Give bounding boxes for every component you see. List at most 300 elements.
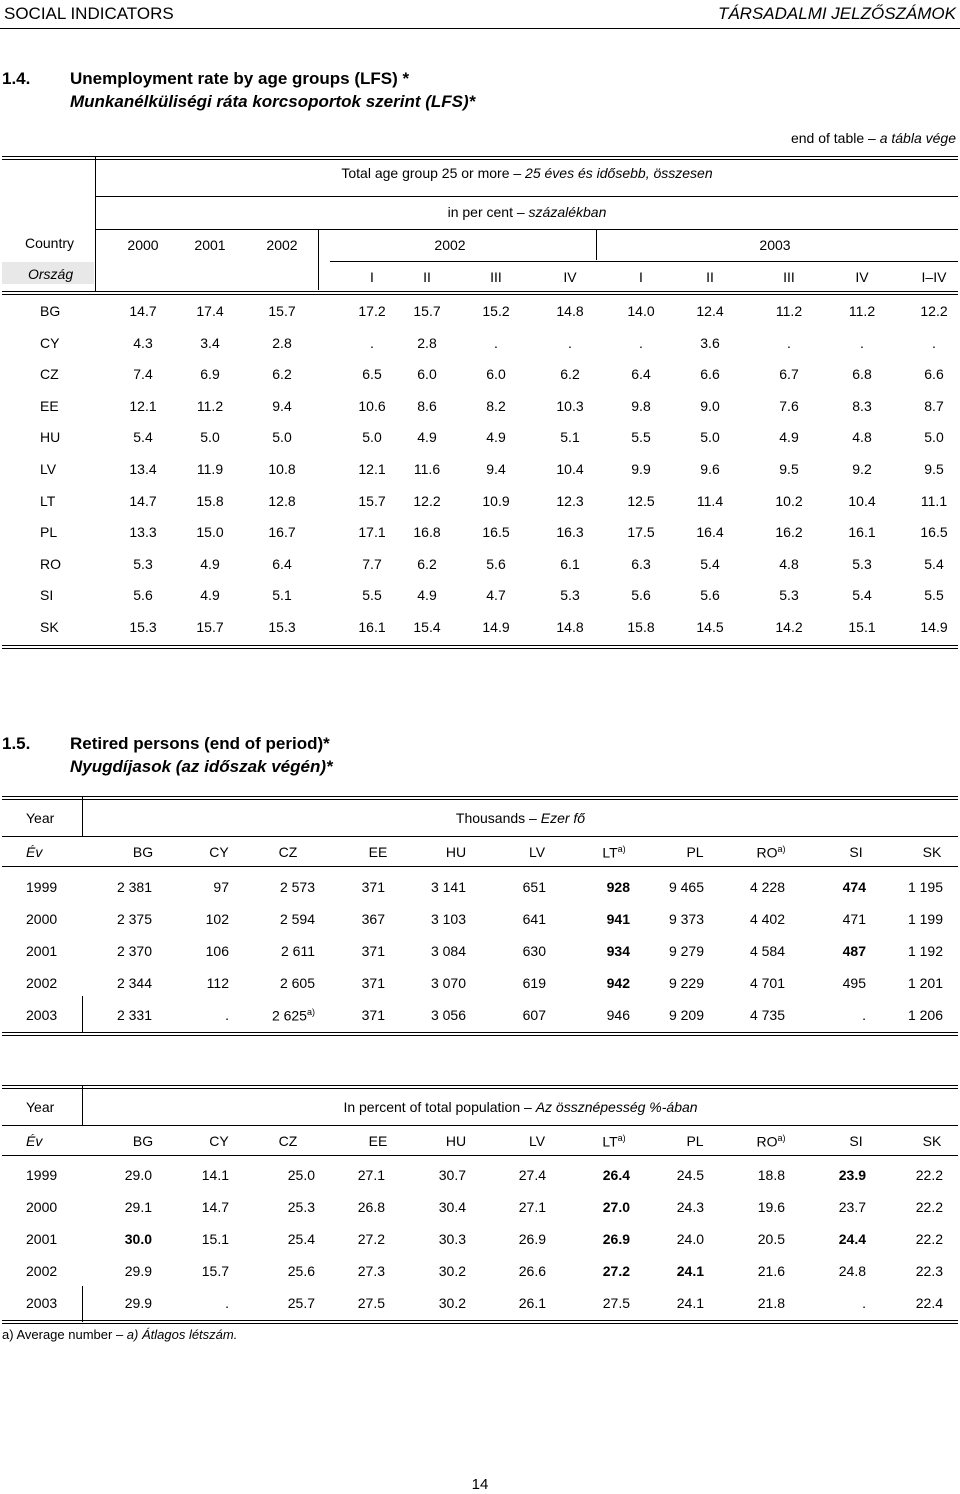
percent-cell: 22.2 <box>915 1231 943 1247</box>
percent-cell: 27.3 <box>357 1263 385 1279</box>
rate-cell: 5.1 <box>272 587 292 604</box>
rate-cell: 15.8 <box>196 492 224 509</box>
table-1-4-number: 1.4. <box>2 69 31 88</box>
year-divider-2002 <box>318 230 319 290</box>
rate-cell: 12.4 <box>696 303 724 319</box>
rate-cell: 9.6 <box>700 461 720 477</box>
percent-cell: 26.4 <box>602 1167 630 1183</box>
rate-cell: 12.1 <box>129 397 157 414</box>
thousands-cell: 934 <box>606 943 630 959</box>
percent-cell: . <box>862 1295 866 1311</box>
thousands-top-rule <box>2 796 958 800</box>
percent-col-header-BG: BG <box>132 1133 154 1149</box>
rate-cell: 5.6 <box>133 587 153 604</box>
rate-cell: 16.7 <box>268 524 296 541</box>
percent-col-header-LT: LT$^{a)}$ <box>602 1133 626 1150</box>
thousands-header-rule <box>2 866 958 867</box>
rate-cell: 9.4 <box>486 461 506 477</box>
rate-cell: 4.9 <box>486 429 506 446</box>
percent-year-label-en: Year <box>26 1099 55 1115</box>
rate-cell: 4.9 <box>200 587 220 604</box>
rate-cell: 11.2 <box>775 303 803 319</box>
rate-cell: . <box>932 334 936 351</box>
rate-cell: 6.4 <box>631 366 651 383</box>
thousands-row-year: 2000 <box>26 911 58 927</box>
rate-cell: . <box>568 334 572 351</box>
rate-cell: 17.1 <box>358 524 386 541</box>
rate-cell: 5.3 <box>560 587 580 604</box>
thousands-cell: 9 229 <box>668 975 704 991</box>
year-header-2002: 2002 <box>266 237 298 253</box>
rate-cell: 9.5 <box>924 461 944 477</box>
thousands-cell: 487 <box>842 943 866 959</box>
rate-cell: 15.7 <box>413 303 441 319</box>
rate-cell: 10.3 <box>556 397 584 414</box>
table-1-5-number: 1.5. <box>2 734 31 753</box>
rate-cell: 14.7 <box>129 303 157 319</box>
rate-cell: 11.4 <box>696 492 724 509</box>
thousands-last-divider <box>82 996 83 1032</box>
thousands-col-header-SI: SI <box>849 844 863 860</box>
thousands-col-header-CY: CY <box>209 844 229 860</box>
thousands-cell: 1 199 <box>907 911 943 927</box>
percent-cell: 27.1 <box>357 1167 385 1183</box>
rate-cell: 16.1 <box>358 619 386 635</box>
group-hu: 25 éves és idősebb, összesen <box>525 165 713 181</box>
unit-en: in per cent – <box>447 204 529 220</box>
rate-cell: 14.8 <box>556 303 584 319</box>
percent-cell: 15.7 <box>201 1263 229 1279</box>
thousands-cell: . <box>862 1007 866 1023</box>
rate-cell: 15.0 <box>196 524 224 541</box>
rate-cell: 12.1 <box>358 461 386 477</box>
rate-cell: 15.7 <box>196 619 224 635</box>
rate-cell: 10.4 <box>848 492 876 509</box>
percent-bottom-rule <box>2 1320 958 1324</box>
thousands-cell: 371 <box>361 975 385 991</box>
percent-header-rule <box>2 1155 958 1156</box>
percent-cell: 26.6 <box>518 1263 546 1279</box>
quarter-header: II <box>423 269 431 285</box>
rate-cell: 6.0 <box>486 366 506 383</box>
rate-cell: 14.9 <box>920 619 948 635</box>
quarter-header: III <box>783 269 795 285</box>
rate-cell: 6.6 <box>700 366 720 383</box>
percent-unit-en: In percent of total population – <box>343 1099 536 1115</box>
quarter-header: II <box>706 269 714 285</box>
country-code: CY <box>40 334 60 351</box>
thousands-cell: 106 <box>205 943 229 959</box>
thousands-bottom-rule <box>2 1032 958 1036</box>
thousands-cell: 9 209 <box>668 1007 704 1023</box>
percent-cell: 30.4 <box>438 1199 466 1215</box>
rate-cell: 9.4 <box>272 397 292 414</box>
percent-row-year: 2000 <box>26 1199 58 1215</box>
thousands-unit-en: Thousands – <box>455 810 541 826</box>
rate-cell: 6.2 <box>560 366 580 383</box>
thousands-cell: 474 <box>842 879 866 895</box>
rate-cell: 8.7 <box>924 397 944 414</box>
footnote-marker: a) <box>777 844 786 854</box>
percent-cell: 30.0 <box>124 1231 152 1247</box>
rate-cell: 13.4 <box>129 461 157 477</box>
thousands-cell: 1 206 <box>907 1007 943 1023</box>
rate-cell: 17.5 <box>627 524 655 541</box>
thousands-cell: 2 331 <box>116 1007 152 1023</box>
percent-cell: 25.3 <box>287 1199 315 1215</box>
end-note-hu: a tábla vége <box>879 130 956 146</box>
thousands-cell: 651 <box>522 879 546 895</box>
rate-cell: 9.5 <box>779 461 799 477</box>
thousands-cell: 1 192 <box>907 943 943 959</box>
thousands-cell: 1 201 <box>907 975 943 991</box>
rate-cell: 2.8 <box>272 334 292 351</box>
rate-cell: 12.3 <box>556 492 584 509</box>
rate-cell: 3.4 <box>200 334 220 351</box>
thousands-cell: 2 611 <box>281 943 315 959</box>
thousands-row-year: 1999 <box>26 879 58 895</box>
rate-cell: 5.3 <box>779 587 799 604</box>
thousands-cell: 941 <box>606 911 630 927</box>
percent-col-header-RO: RO$^{a)}$ <box>756 1133 786 1150</box>
thousands-cell: 946 <box>606 1007 630 1023</box>
rate-cell: 13.3 <box>129 524 157 541</box>
percent-cell: 24.3 <box>676 1199 704 1215</box>
footnote-marker: a) <box>617 1133 626 1143</box>
header-bottom-rule <box>2 291 958 295</box>
thousands-col-header-LT: LT$^{a)}$ <box>602 844 626 861</box>
rate-cell: 5.5 <box>362 587 382 604</box>
quarter-header: IV <box>563 269 577 285</box>
thousands-cell: 371 <box>361 879 385 895</box>
thousands-col-header-EE: EE <box>368 844 388 860</box>
rate-cell: 16.2 <box>775 524 803 541</box>
percent-cell: 26.8 <box>357 1199 385 1215</box>
rate-cell: 12.5 <box>627 492 655 509</box>
percent-top-rule <box>2 1085 958 1089</box>
age-group-caption <box>96 165 958 181</box>
country-label-en: Country <box>25 235 75 251</box>
rate-cell: . <box>639 334 643 351</box>
thousands-unit-hu: Ezer fő <box>540 810 586 826</box>
thousands-cell: 3 084 <box>430 943 466 959</box>
rate-cell: 11.1 <box>920 492 948 509</box>
thousands-cell: 2 375 <box>116 911 152 927</box>
percent-col-header-CY: CY <box>209 1133 229 1149</box>
rate-cell: 5.6 <box>486 555 506 572</box>
thousands-cell: 4 735 <box>749 1007 785 1023</box>
unit-caption <box>96 204 958 220</box>
thousands-col-header-BG: BG <box>132 844 154 860</box>
rate-cell: 4.9 <box>200 555 220 572</box>
thousands-cell: 942 <box>606 975 630 991</box>
percent-col-header-EE: EE <box>368 1133 388 1149</box>
rate-cell: 8.6 <box>417 397 437 414</box>
rate-cell: 5.0 <box>200 429 220 446</box>
end-of-table-note <box>791 130 956 146</box>
thousands-cell: 112 <box>206 975 229 991</box>
percent-unit-caption <box>83 1099 958 1115</box>
percent-cell: 22.3 <box>915 1263 943 1279</box>
rate-cell: 11.6 <box>413 461 441 477</box>
year-header-2002-quarters: 2002 <box>434 237 466 253</box>
rate-cell: 15.7 <box>268 303 296 319</box>
percent-cell: 21.6 <box>757 1263 785 1279</box>
rate-cell: 4.3 <box>133 334 153 351</box>
thousands-unit-caption <box>83 810 958 826</box>
rate-cell: 11.2 <box>848 303 876 319</box>
thousands-col-header-SK: SK <box>922 844 942 860</box>
thousands-col-header-LV: LV <box>528 844 546 860</box>
percent-cell: 23.7 <box>838 1199 866 1215</box>
percent-cell: 22.2 <box>915 1199 943 1215</box>
group-rule <box>96 196 958 197</box>
rate-cell: 5.5 <box>924 587 944 604</box>
percent-cell: 15.1 <box>201 1231 229 1247</box>
rate-cell: 3.6 <box>700 334 720 351</box>
percent-cell: 24.1 <box>676 1263 704 1279</box>
thousands-cell: 630 <box>522 943 546 959</box>
thousands-cell: 607 <box>522 1007 546 1023</box>
rate-cell: 9.9 <box>631 461 651 477</box>
thousands-year-label-en: Year <box>26 810 55 826</box>
percent-cell: 30.7 <box>438 1167 466 1183</box>
rate-cell: . <box>370 334 374 351</box>
quarter-header: I <box>370 269 374 285</box>
rate-cell: 12.8 <box>268 492 296 509</box>
rate-cell: 4.9 <box>417 429 437 446</box>
rate-cell: 6.1 <box>560 555 580 572</box>
footnote-marker: a) <box>777 1133 786 1143</box>
rate-cell: 6.2 <box>417 555 437 572</box>
percent-cell: 24.1 <box>676 1295 704 1311</box>
rate-cell: 11.9 <box>196 461 224 477</box>
percent-cell: 27.5 <box>357 1295 385 1311</box>
percent-col-header-HU: HU <box>445 1133 467 1149</box>
thousands-cell: 102 <box>205 911 229 927</box>
rate-cell: 6.0 <box>417 366 437 383</box>
rate-cell: 5.0 <box>362 429 382 446</box>
thousands-cell: 371 <box>361 1007 385 1023</box>
percent-row-year: 2001 <box>26 1231 58 1247</box>
rate-cell: 5.5 <box>631 429 651 446</box>
thousands-cell: 471 <box>842 911 866 927</box>
rate-cell: 10.6 <box>358 397 386 414</box>
percent-cell: 20.5 <box>757 1231 785 1247</box>
thousands-cell: 4 228 <box>749 879 785 895</box>
rate-cell: 4.9 <box>417 587 437 604</box>
rate-cell: 4.8 <box>779 555 799 572</box>
page-number: 14 <box>471 1476 489 1493</box>
percent-cell: 29.0 <box>124 1167 152 1183</box>
rate-cell: 15.8 <box>627 619 655 635</box>
percent-cell: 19.6 <box>757 1199 785 1215</box>
thousands-row-year: 2001 <box>26 943 58 959</box>
footnote-hu: a) Átlagos létszám. <box>126 1327 238 1342</box>
percent-cell: 25.0 <box>287 1167 315 1183</box>
thousands-col-header-CZ: CZ <box>278 844 298 860</box>
thousands-cell: 619 <box>522 975 546 991</box>
thousands-cell: 495 <box>842 975 866 991</box>
rate-cell: 16.8 <box>413 524 441 541</box>
percent-cell: 24.8 <box>838 1263 866 1279</box>
rate-cell: 6.2 <box>272 366 292 383</box>
thousands-cell: 641 <box>522 911 546 927</box>
rate-cell: 15.1 <box>848 619 876 635</box>
rate-cell: 4.8 <box>852 429 872 446</box>
rate-cell: 5.3 <box>133 555 153 572</box>
rate-cell: 10.2 <box>775 492 803 509</box>
rate-cell: 5.6 <box>700 587 720 604</box>
rate-cell: 10.9 <box>482 492 510 509</box>
country-code: LV <box>40 461 57 477</box>
rate-cell: 15.2 <box>482 303 510 319</box>
rate-cell: 5.0 <box>700 429 720 446</box>
group-en: Total age group 25 or more – <box>341 165 526 181</box>
rate-cell: 15.7 <box>358 492 386 509</box>
thousands-cell: . <box>225 1007 229 1023</box>
rate-cell: 15.3 <box>129 619 157 635</box>
rate-cell: 16.3 <box>556 524 584 541</box>
percent-year-label-hu: Év <box>26 1133 43 1149</box>
thousands-cell: 9 279 <box>668 943 704 959</box>
percent-cell: 25.6 <box>287 1263 315 1279</box>
running-header-right: TÁRSADALMI JELZŐSZÁMOK <box>717 4 956 23</box>
thousands-cell: 2 381 <box>116 879 152 895</box>
table-1-4-title-hu: Munkanélküliségi ráta korcsoportok szerint (LFS)* <box>70 92 476 111</box>
thousands-cell: 1 195 <box>907 879 943 895</box>
rate-cell: 5.0 <box>272 429 292 446</box>
rate-cell: 7.4 <box>133 366 153 383</box>
percent-col-header-CZ: CZ <box>278 1133 298 1149</box>
table-1-5-title-hu: Nyugdíjasok (az időszak végén)* <box>70 757 333 776</box>
footnote-marker: a) <box>306 1007 315 1017</box>
thousands-unit-rule <box>2 836 958 837</box>
rate-cell: 11.2 <box>196 397 224 414</box>
rate-cell: 5.4 <box>700 555 720 572</box>
thousands-cell: 2 344 <box>116 975 152 991</box>
rate-cell: 4.9 <box>779 429 799 446</box>
thousands-cell: 2 605 <box>279 975 315 991</box>
rate-cell: 9.0 <box>700 397 720 414</box>
rate-cell: 4.7 <box>486 587 506 604</box>
country-code: HU <box>40 429 61 446</box>
footnote-en: a) Average number – <box>2 1327 124 1342</box>
percent-cell: 14.1 <box>201 1167 229 1183</box>
footnote-marker: a) <box>617 844 626 854</box>
rate-cell: . <box>787 334 791 351</box>
rate-cell: 15.3 <box>268 619 296 635</box>
thousands-cell: 2 370 <box>116 943 152 959</box>
table-1-4-title-en: Unemployment rate by age groups (LFS) * <box>70 69 410 88</box>
percent-cell: 30.2 <box>438 1263 466 1279</box>
thousands-cell: 9 465 <box>668 879 704 895</box>
thousands-cell: 2 625$^{a)}$ <box>271 1007 315 1024</box>
table-bottom-rule <box>2 645 958 649</box>
thousands-col-header-RO: RO$^{a)}$ <box>756 844 786 861</box>
percent-col-header-LV: LV <box>528 1133 546 1149</box>
quarter-rule <box>330 261 958 262</box>
thousands-cell: 4 701 <box>749 975 785 991</box>
percent-cell: 29.1 <box>124 1199 152 1215</box>
percent-cell: 25.4 <box>287 1231 315 1247</box>
percent-cell: 30.2 <box>438 1295 466 1311</box>
percent-cell: 24.0 <box>676 1231 704 1247</box>
thousands-col-header-PL: PL <box>686 844 704 860</box>
rate-cell: 17.4 <box>196 303 224 319</box>
percent-col-header-SK: SK <box>922 1133 942 1149</box>
country-code: LT <box>40 492 56 509</box>
unit-rule <box>96 229 958 230</box>
percent-cell: 27.4 <box>518 1167 546 1183</box>
percent-cell: 22.2 <box>915 1167 943 1183</box>
percent-cell: 14.7 <box>201 1199 229 1215</box>
percent-cell: 24.4 <box>838 1231 866 1247</box>
table-1-5-title-en: Retired persons (end of period)* <box>70 734 330 753</box>
rate-cell: 16.5 <box>482 524 510 541</box>
percent-cell: 21.8 <box>757 1295 785 1311</box>
percent-cell: . <box>225 1295 229 1311</box>
percent-cell: 22.4 <box>915 1295 943 1311</box>
percent-cell: 27.2 <box>357 1231 385 1247</box>
thousands-year-label-hu: Év <box>26 844 43 860</box>
thousands-col-header-HU: HU <box>445 844 467 860</box>
rate-cell: 12.2 <box>920 303 948 319</box>
rate-cell: 5.4 <box>852 587 872 604</box>
year-header-2003-quarters: 2003 <box>759 237 791 253</box>
rate-cell: 17.2 <box>358 303 386 319</box>
country-code: PL <box>40 524 58 541</box>
rate-cell: 10.4 <box>556 461 584 477</box>
rate-cell: 7.7 <box>362 555 382 572</box>
rate-cell: 9.2 <box>852 461 872 477</box>
rate-cell: 16.5 <box>920 524 948 541</box>
thousands-cell: 2 594 <box>279 911 315 927</box>
percent-cell: 30.3 <box>438 1231 466 1247</box>
rate-cell: . <box>494 334 498 351</box>
thousands-row-year: 2002 <box>26 975 58 991</box>
percent-unit-rule <box>2 1125 958 1126</box>
thousands-cell: 3 141 <box>430 879 466 895</box>
year-header-2000: 2000 <box>127 237 159 253</box>
rate-cell: 16.4 <box>696 524 724 541</box>
rate-cell: . <box>860 334 864 351</box>
percent-cell: 26.1 <box>518 1295 546 1311</box>
thousands-cell: 3 103 <box>430 911 466 927</box>
table-top-rule <box>2 156 958 160</box>
percent-row-year: 2002 <box>26 1263 58 1279</box>
thousands-cell: 4 584 <box>749 943 785 959</box>
percent-cell: 23.9 <box>838 1167 866 1183</box>
rate-cell: 6.5 <box>362 366 382 383</box>
rate-cell: 14.0 <box>627 303 655 319</box>
percent-cell: 27.5 <box>602 1295 630 1311</box>
year-divider-2003 <box>596 230 597 260</box>
thousands-cell: 2 573 <box>279 879 315 895</box>
running-header-left: SOCIAL INDICATORS <box>4 4 174 23</box>
percent-cell: 26.9 <box>518 1231 546 1247</box>
rate-cell: 9.8 <box>631 397 651 414</box>
quarter-header: I–IV <box>921 269 947 285</box>
thousands-cell: 371 <box>361 943 385 959</box>
quarter-header: I <box>639 269 643 285</box>
rate-cell: 14.2 <box>775 619 803 635</box>
thousands-cell: 3 056 <box>430 1007 466 1023</box>
country-code: SI <box>40 587 54 604</box>
thousands-cell: 928 <box>606 879 630 895</box>
rate-cell: 5.6 <box>631 587 651 604</box>
percent-row-year: 1999 <box>26 1167 58 1183</box>
